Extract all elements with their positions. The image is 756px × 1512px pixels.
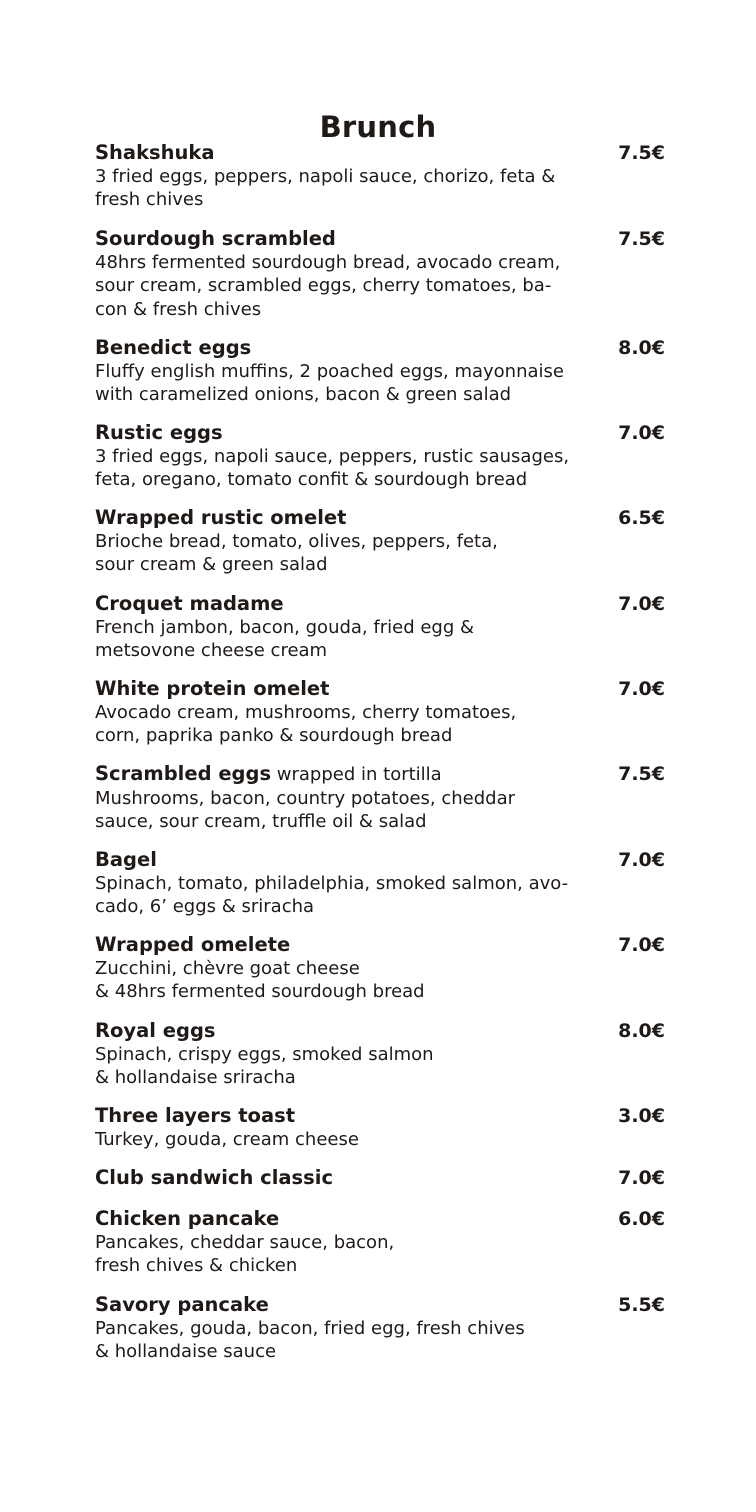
item-name: Croquet madame xyxy=(95,592,284,615)
item-description: Pancakes, gouda, bacon, fried egg, fresh chives & hollandaise sauce xyxy=(95,1318,525,1363)
item-description: 3 fried eggs, napoli sauce, peppers, rustic sausages, feta, oregano, tomato confit & sourdough bread xyxy=(95,446,570,491)
item-name: Savory pancake xyxy=(95,1293,269,1316)
menu-item-rustic-eggs xyxy=(95,421,665,506)
item-price: 6.0€ xyxy=(618,1208,665,1230)
item-description: 48hrs fermented sourdough bread, avocado cream, sour cream, scrambled eggs, cherry tomatoes, ba- con & fresh chives xyxy=(95,252,561,320)
menu-item-benedict-eggs xyxy=(95,336,665,421)
item-price: 7.0€ xyxy=(618,422,665,444)
menu-item-three-layers-toast xyxy=(95,1104,665,1166)
item-price: 7.0€ xyxy=(618,1167,665,1189)
item-price: 7.5€ xyxy=(618,763,665,785)
menu-item-sourdough-scrambled xyxy=(95,227,665,336)
item-price: 6.5€ xyxy=(618,507,665,529)
menu-item-scrambled-eggs xyxy=(95,762,665,848)
item-price: 8.0€ xyxy=(618,337,665,359)
item-price: 7.0€ xyxy=(618,678,665,700)
page-title: Brunch xyxy=(319,110,437,145)
item-description: Avocado cream, mushrooms, cherry tomatoes, corn, paprika panko & sourdough bread xyxy=(95,702,517,747)
item-price: 7.0€ xyxy=(618,934,665,956)
item-price: 5.5€ xyxy=(618,1294,665,1316)
item-price: 3.0€ xyxy=(618,1105,665,1127)
item-name-line xyxy=(95,762,587,787)
item-name: Shakshuka xyxy=(95,141,215,164)
item-name: Chicken pancake xyxy=(95,1207,280,1230)
item-description: Spinach, tomato, philadelphia, smoked salmon, avo- cado, 6’ eggs & sriracha xyxy=(95,873,569,918)
item-price: 7.0€ xyxy=(618,593,665,615)
item-name: Club sandwich classic xyxy=(95,1166,334,1189)
item-name-suffix: wrapped in tortilla xyxy=(271,764,442,785)
item-name: Wrapped rustic omelet xyxy=(95,506,347,529)
item-description: Brioche bread, tomato, olives, peppers, feta, sour cream & green salad xyxy=(95,531,498,576)
item-description: Pancakes, cheddar sauce, bacon, fresh chives & chicken xyxy=(95,1232,395,1277)
menu-item-club-sandwich-classic xyxy=(95,1166,665,1207)
item-name: Rustic eggs xyxy=(95,421,223,444)
item-price: 7.5€ xyxy=(618,142,665,164)
item-name: Sourdough scrambled xyxy=(95,227,336,250)
item-description: French jambon, bacon, gouda, fried egg & metsovone cheese cream xyxy=(95,617,475,662)
item-name: Scrambled eggs xyxy=(95,762,272,785)
item-description: 3 fried eggs, peppers, napoli sauce, chorizo, feta & fresh chives xyxy=(95,166,556,211)
menu-item-wrapped-rustic-omelet xyxy=(95,506,665,592)
menu-item-bagel xyxy=(95,848,665,933)
item-price: 7.5€ xyxy=(618,228,665,250)
menu-list xyxy=(95,141,665,1365)
item-name: Bagel xyxy=(95,848,157,871)
item-name: Three layers toast xyxy=(95,1104,296,1127)
item-name: Wrapped omelete xyxy=(95,933,291,956)
menu-item-croquet-madame xyxy=(95,592,665,677)
item-description: Zucchini, chèvre goat cheese & 48hrs fermented sourdough bread xyxy=(95,958,425,1003)
menu-item-shakshuka xyxy=(95,141,665,227)
menu-item-royal-eggs xyxy=(95,1019,665,1104)
item-name: Royal eggs xyxy=(95,1019,216,1042)
menu-item-white-protein-omelet xyxy=(95,677,665,762)
item-description: Mushrooms, bacon, country potatoes, cheddar sauce, sour cream, truffle oil & salad xyxy=(95,788,516,833)
item-description: Turkey, gouda, cream cheese xyxy=(95,1129,359,1150)
menu-item-wrapped-omelete xyxy=(95,933,665,1019)
menu-item-savory-pancake xyxy=(95,1293,665,1365)
item-name: Benedict eggs xyxy=(95,336,252,359)
item-price: 7.0€ xyxy=(618,849,665,871)
menu-item-chicken-pancake xyxy=(95,1207,665,1293)
item-price: 8.0€ xyxy=(618,1020,665,1042)
item-description: Spinach, crispy eggs, smoked salmon & hollandaise sriracha xyxy=(95,1044,434,1089)
item-description: Fluffy english muffins, 2 poached eggs, mayonnaise with caramelized onions, bacon & green salad xyxy=(95,361,564,406)
item-name: White protein omelet xyxy=(95,677,330,700)
